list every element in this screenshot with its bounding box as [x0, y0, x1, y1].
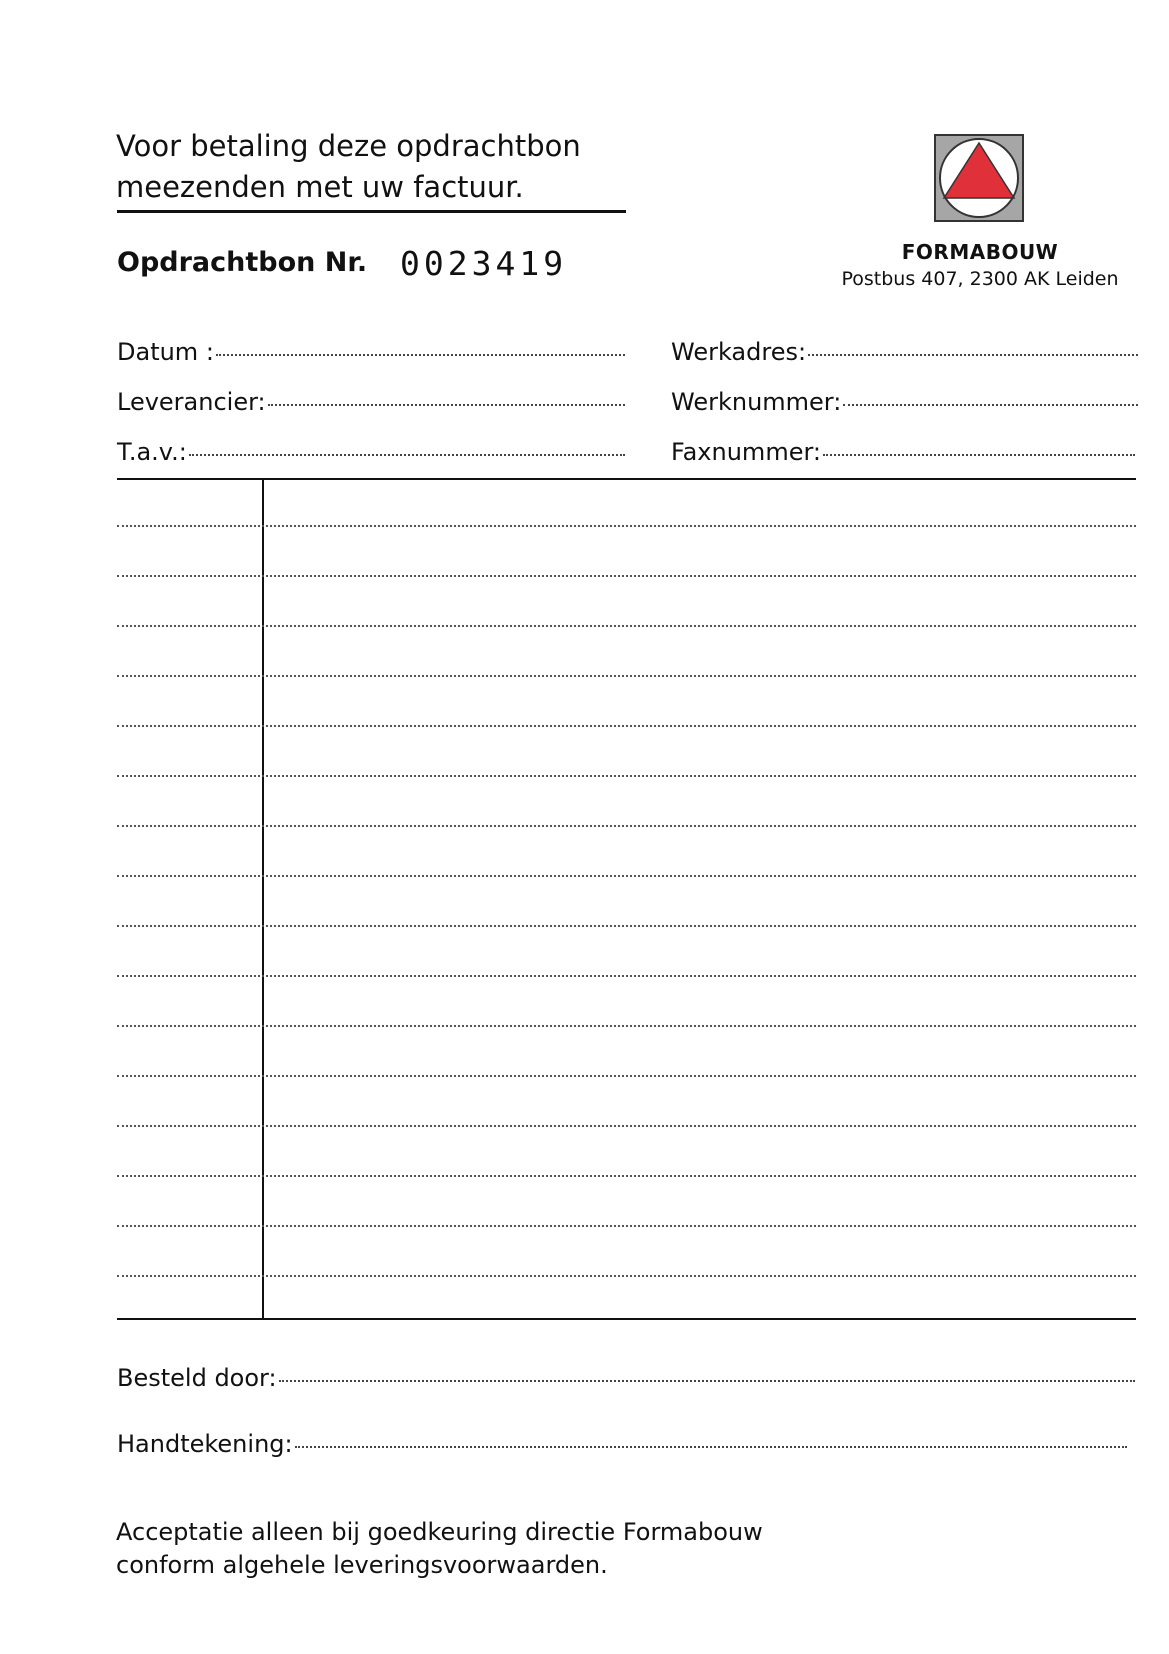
work-address-field[interactable]: [671, 338, 1138, 366]
attention-label: T.a.v.:: [117, 438, 187, 466]
work-address-label: Werkadres:: [671, 338, 807, 366]
table-row[interactable]: [117, 625, 1136, 627]
intro-text: [116, 126, 581, 208]
signature-field[interactable]: [117, 1430, 1127, 1458]
formabouw-logo-icon: [934, 134, 1024, 222]
table-row[interactable]: [117, 725, 1136, 727]
table-row[interactable]: [117, 1225, 1136, 1227]
fax-number-field[interactable]: [671, 438, 1135, 466]
table-row[interactable]: [117, 1275, 1136, 1277]
ordered-by-fill-line[interactable]: [279, 1380, 1135, 1382]
table-row[interactable]: [117, 1125, 1136, 1127]
work-number-label: Werknummer:: [671, 388, 842, 416]
signature-label: Handtekening:: [117, 1430, 293, 1458]
order-number: 0023419: [400, 244, 568, 283]
date-fill-line[interactable]: [216, 354, 625, 356]
date-label: Datum :: [117, 338, 214, 366]
table-row[interactable]: [117, 825, 1136, 827]
intro-line-2: meezenden met uw factuur.: [116, 170, 524, 204]
attention-field[interactable]: [117, 438, 625, 466]
supplier-fill-line[interactable]: [268, 404, 625, 406]
intro-line-1: Voor betaling deze opdrachtbon: [116, 129, 581, 163]
table-row[interactable]: [117, 975, 1136, 977]
ordered-by-field[interactable]: [117, 1364, 1135, 1392]
table-row[interactable]: [117, 675, 1136, 677]
table-row[interactable]: [117, 775, 1136, 777]
ordered-by-label: Besteld door:: [117, 1364, 277, 1392]
order-lines-table: [117, 478, 1136, 1320]
work-number-field[interactable]: [671, 388, 1138, 416]
fax-number-label: Faxnummer:: [671, 438, 821, 466]
fax-number-fill-line[interactable]: [823, 454, 1135, 456]
table-top-rule: [117, 478, 1136, 480]
company-address: Postbus 407, 2300 AK Leiden: [841, 268, 1119, 290]
table-row[interactable]: [117, 575, 1136, 577]
work-number-fill-line[interactable]: [843, 404, 1138, 406]
acceptance-note-line-1: Acceptatie alleen bij goedkeuring directie Formabouw: [116, 1518, 763, 1546]
supplier-field[interactable]: [117, 388, 625, 416]
acceptance-note: [116, 1516, 763, 1582]
signature-fill-line[interactable]: [295, 1446, 1127, 1448]
table-bottom-rule: [117, 1318, 1136, 1320]
order-number-label: Opdrachtbon Nr.: [117, 247, 368, 278]
attention-fill-line[interactable]: [189, 454, 625, 456]
work-address-fill-line[interactable]: [808, 354, 1138, 356]
table-row[interactable]: [117, 1175, 1136, 1177]
table-row[interactable]: [117, 525, 1136, 527]
intro-divider: [117, 210, 626, 213]
table-row[interactable]: [117, 1075, 1136, 1077]
table-row[interactable]: [117, 925, 1136, 927]
table-column-divider: [262, 478, 264, 1320]
company-name: FORMABOUW: [901, 240, 1059, 264]
table-row[interactable]: [117, 875, 1136, 877]
acceptance-note-line-2: conform algehele leveringsvoorwaarden.: [116, 1551, 608, 1579]
supplier-label: Leverancier:: [117, 388, 266, 416]
date-field[interactable]: [117, 338, 625, 366]
table-row[interactable]: [117, 1025, 1136, 1027]
